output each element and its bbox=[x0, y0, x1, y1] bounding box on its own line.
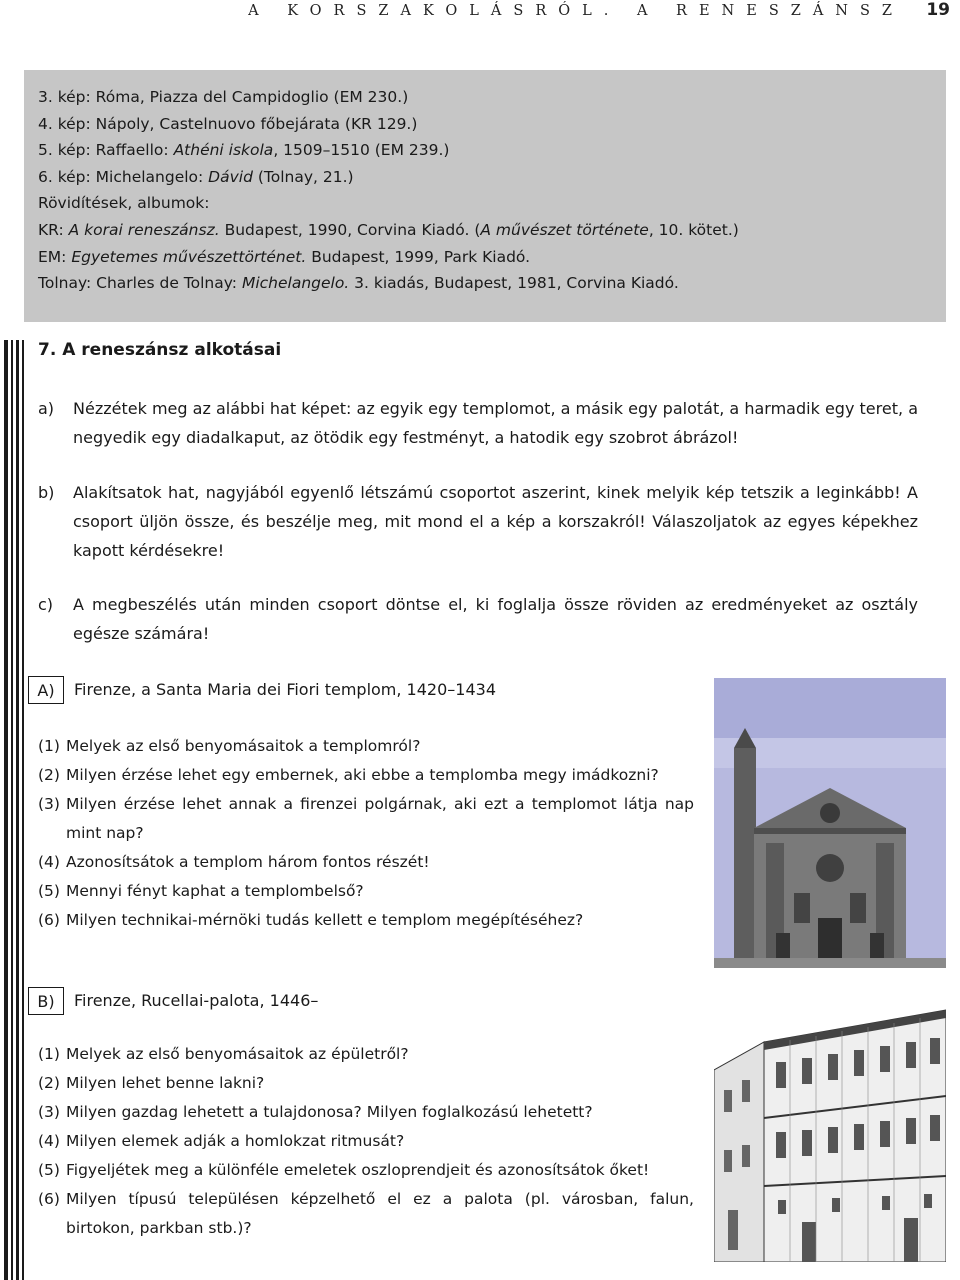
reference-line: 5. kép: Raffaello: Athéni iskola, 1509–1510 (EM 239.) bbox=[38, 141, 450, 160]
running-header bbox=[0, 0, 960, 26]
item-a-title: Firenze, a Santa Maria dei Fiori templom, 1420–1434 bbox=[74, 680, 496, 699]
page-number: 19 bbox=[926, 0, 950, 20]
reference-line: Tolnay: Charles de Tolnay: Michelangelo. 3. kiadás, Budapest, 1981, Corvina Kiadó. bbox=[38, 274, 679, 293]
reference-line: KR: A korai reneszánsz. Budapest, 1990, Corvina Kiadó. (A művészet története, 10. kötet.) bbox=[38, 220, 739, 239]
list-item: (1) Melyek az első benyomásaitok az épületről? bbox=[38, 1045, 409, 1063]
task-a bbox=[38, 394, 918, 452]
task-text: Alakítsatok hat, nagyjából egyenlő létszámú csoportot aszerint, kinek melyik kép tetszik a leginkább! A csoport üljön össze, és beszélje meg, mit mond el a kép a korszakról! Válaszoljatok az egyes képekhez kapott kérdésekre! bbox=[73, 483, 918, 560]
abbreviations-heading: Rövidítések, albumok: bbox=[38, 194, 210, 213]
task-mark: a) bbox=[38, 399, 55, 418]
list-item: (5) Mennyi fényt kaphat a templombelső? bbox=[38, 882, 364, 900]
running-header-title: A KORSZAKOLÁSRÓL. A RENESZÁNSZ bbox=[248, 3, 904, 19]
list-item: (1) Melyek az első benyomásaitok a templomról? bbox=[38, 737, 421, 755]
palazzo-photo bbox=[714, 1000, 946, 1262]
reference-line: 6. kép: Michelangelo: Dávid (Tolnay, 21.) bbox=[38, 167, 354, 186]
item-b-label: B) bbox=[28, 987, 64, 1015]
margin-bars-decoration bbox=[4, 340, 26, 1280]
list-item: (6) Milyen típusú településen képzelhető el ez a palota (pl. városban, falun, birtokon, parkban stb.)? bbox=[38, 1190, 694, 1237]
list-item: (2) Milyen érzése lehet egy embernek, aki ebbe a templomba megy imádkozni? bbox=[38, 766, 659, 784]
task-c bbox=[38, 590, 918, 648]
item-a-label: A) bbox=[28, 676, 64, 704]
task-b bbox=[38, 478, 918, 565]
reference-line: 4. kép: Nápoly, Castelnuovo főbejárata (KR 129.) bbox=[38, 114, 418, 133]
item-b-title: Firenze, Rucellai-palota, 1446– bbox=[74, 991, 319, 1010]
list-item: (5) Figyeljétek meg a különféle emeletek oszloprendjeit és azonosítsátok őket! bbox=[38, 1161, 650, 1179]
task-text: Nézzétek meg az alábbi hat képet: az egyik egy templomot, a másik egy palotát, a harmadik egy teret, a negyedik egy diadalkaput, az ötödik egy festményt, a hatodik egy szobrot ábrázol! bbox=[73, 399, 918, 447]
task-mark: c) bbox=[38, 595, 54, 614]
list-item: (2) Milyen lehet benne lakni? bbox=[38, 1074, 265, 1092]
section-title: 7. A reneszánsz alkotásai bbox=[38, 340, 282, 360]
church-photo bbox=[714, 678, 946, 968]
list-item: (6) Milyen technikai-mérnöki tudás kellett e templom megépítéséhez? bbox=[38, 911, 584, 929]
reference-line: 3. kép: Róma, Piazza del Campidoglio (EM 230.) bbox=[38, 88, 409, 106]
task-mark: b) bbox=[38, 483, 55, 502]
item-a-questions bbox=[38, 732, 694, 935]
list-item: (4) Azonosítsátok a templom három fontos részét! bbox=[38, 853, 430, 871]
list-item: (4) Milyen elemek adják a homlokzat ritmusát? bbox=[38, 1132, 405, 1150]
list-item: (3) Milyen érzése lehet annak a firenzei polgárnak, aki ezt a templomot látja nap mint nap? bbox=[38, 795, 694, 842]
list-item: (3) Milyen gazdag lehetett a tulajdonosa? Milyen foglalkozású lehetett? bbox=[38, 1103, 593, 1121]
references-box bbox=[24, 70, 946, 322]
task-text: A megbeszélés után minden csoport döntse el, ki foglalja össze röviden az eredményeket az osztály egésze számára! bbox=[73, 595, 918, 643]
reference-line: EM: Egyetemes művészettörténet. Budapest, 1999, Park Kiadó. bbox=[38, 247, 531, 266]
item-b-questions bbox=[38, 1040, 694, 1243]
